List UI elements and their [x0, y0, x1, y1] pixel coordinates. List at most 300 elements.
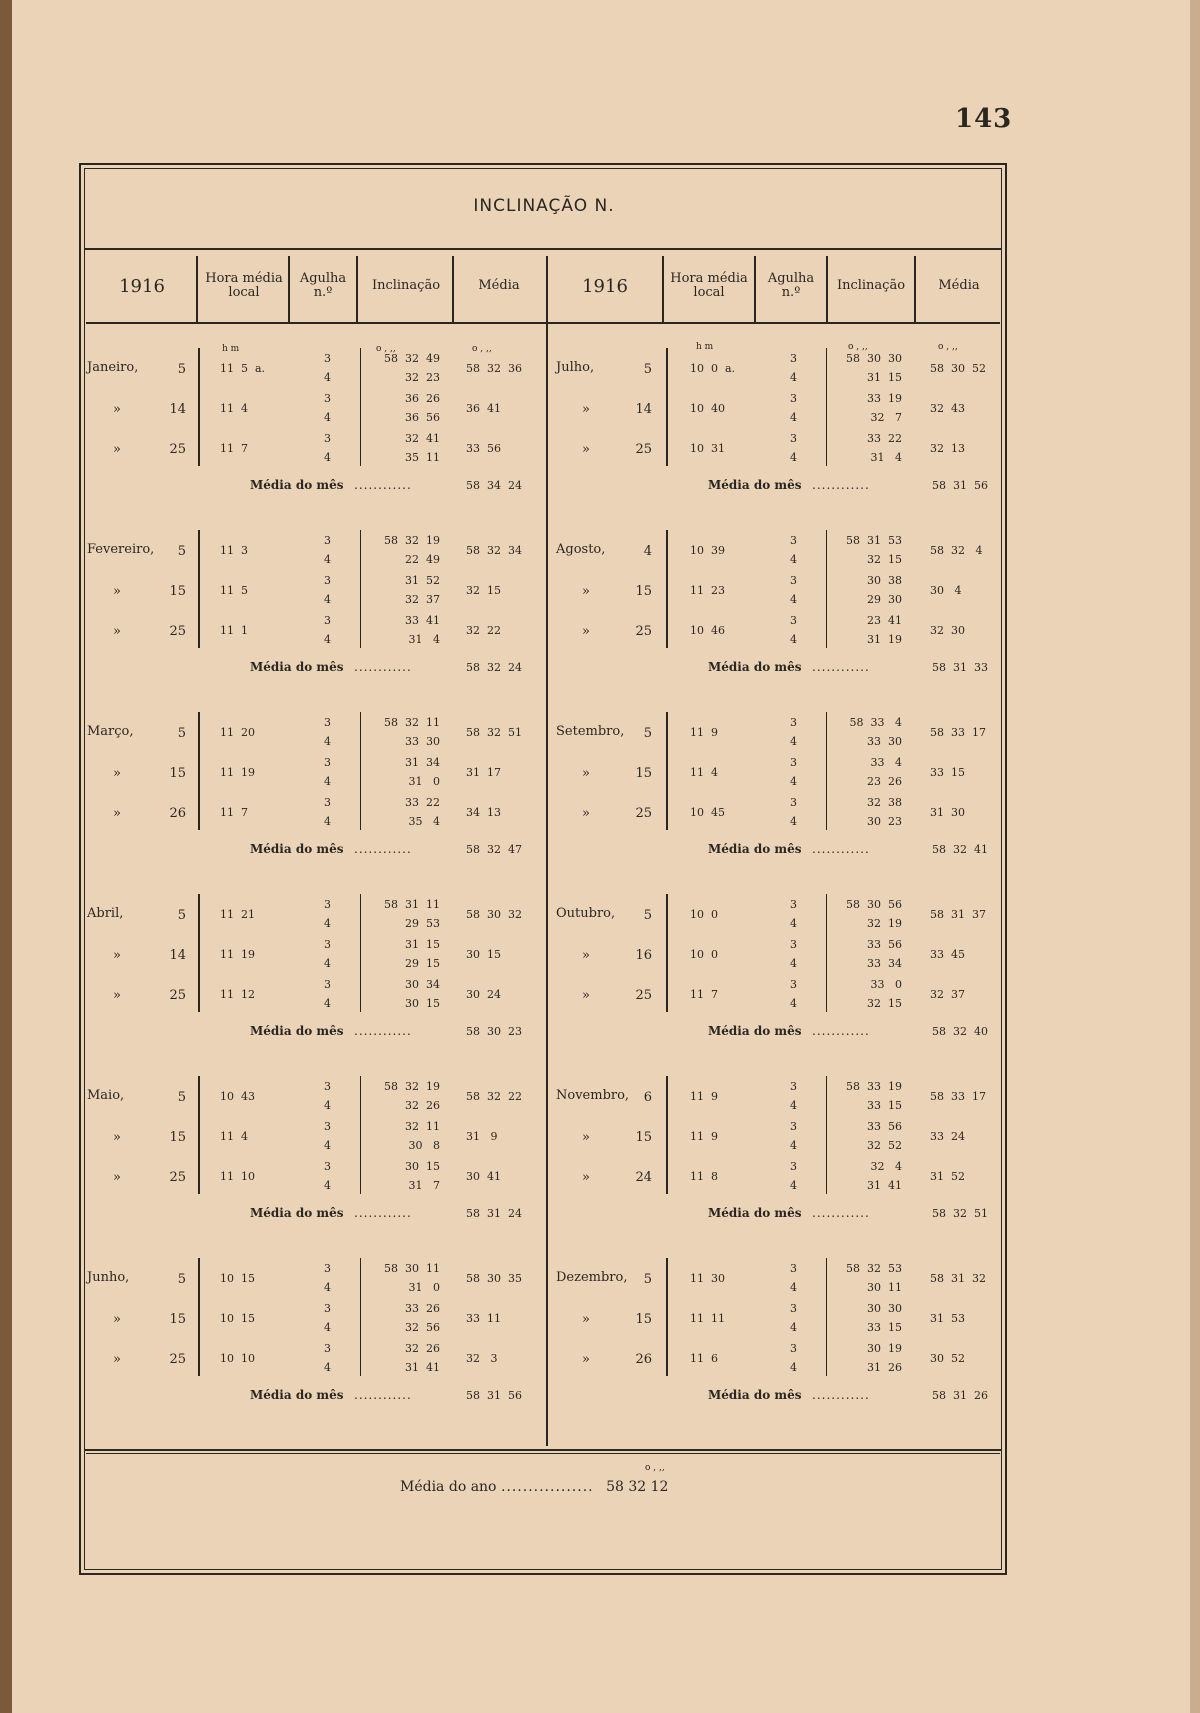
monthly-mean-value: 58 32 51 — [932, 1207, 988, 1220]
inclination-value: 33 19 — [867, 392, 902, 405]
needle-number: 3 — [324, 1262, 331, 1275]
ditto-mark: » — [582, 948, 590, 963]
monthly-mean-label: Média do mês — [250, 1024, 344, 1038]
needle-number: 4 — [324, 451, 331, 464]
local-time: 11 4 — [220, 402, 248, 415]
header-hora-left — [198, 272, 290, 300]
header-hora-right — [664, 272, 754, 300]
inclination-value: 32 11 — [405, 1120, 440, 1133]
local-time: 10 45 — [690, 806, 725, 819]
needle-number: 3 — [324, 756, 331, 769]
annual-mean-value: 58 32 12 — [606, 1479, 669, 1495]
ditto-mark: » — [113, 1352, 121, 1367]
local-time: 11 9 — [690, 1130, 718, 1143]
inclination-value: 33 56 — [867, 938, 902, 951]
local-time: 10 10 — [220, 1352, 255, 1365]
needle-number: 3 — [324, 352, 331, 365]
inclination-value: 58 32 19 — [384, 1080, 440, 1093]
monthly-mean-dots: ............ — [812, 478, 870, 492]
needle-number: 3 — [324, 978, 331, 991]
local-time: 11 4 — [690, 766, 718, 779]
inclination-value: 58 30 11 — [384, 1262, 440, 1275]
needle-number: 4 — [790, 1281, 797, 1294]
day-number: 5 — [177, 362, 186, 377]
inclination-value: 31 0 — [408, 1281, 440, 1294]
mean-value: 31 53 — [930, 1312, 965, 1325]
inclination-value: 32 4 — [870, 1160, 902, 1173]
monthly-mean-dots: ............ — [812, 842, 870, 856]
needle-number: 3 — [790, 938, 797, 951]
inclination-value: 33 22 — [867, 432, 902, 445]
local-time: 11 5 a. — [220, 362, 266, 375]
annual-top-rule — [84, 1449, 1002, 1451]
month-name: Outubro, — [556, 906, 616, 921]
header-agulha-line1: Agulha — [299, 271, 347, 286]
inclination-value: 58 32 19 — [384, 534, 440, 547]
needle-number: 4 — [324, 815, 331, 828]
inclination-value: 22 49 — [405, 553, 440, 566]
header-hora-line2: local — [228, 285, 260, 300]
inclination-value: 31 15 — [405, 938, 440, 951]
inclination-value: 32 19 — [867, 917, 902, 930]
mean-value: 33 11 — [466, 1312, 501, 1325]
needle-number: 4 — [790, 997, 797, 1010]
page-number: 143 — [955, 104, 1013, 134]
needle-number: 4 — [790, 371, 797, 384]
needle-number: 3 — [790, 352, 797, 365]
monthly-mean-value: 58 32 47 — [466, 843, 522, 856]
center-divider — [546, 256, 548, 1446]
inclination-value: 33 30 — [867, 735, 902, 748]
inclination-value: 32 56 — [405, 1321, 440, 1334]
mean-value: 33 24 — [930, 1130, 965, 1143]
inclination-value: 31 52 — [405, 574, 440, 587]
ditto-mark: » — [582, 402, 590, 417]
ditto-mark: » — [113, 806, 121, 821]
needle-number: 4 — [324, 735, 331, 748]
month-name: Março, — [87, 724, 134, 739]
local-time: 11 30 — [690, 1272, 725, 1285]
mean-value: 32 13 — [930, 442, 965, 455]
header-divider — [662, 256, 664, 324]
mean-value: 30 15 — [466, 948, 501, 961]
needle-number: 3 — [790, 1262, 797, 1275]
inclination-value: 33 0 — [870, 978, 902, 991]
month-time-divider — [198, 530, 200, 648]
monthly-mean-dots: ............ — [354, 842, 412, 856]
day-number: 4 — [643, 544, 652, 559]
ditto-mark: » — [113, 1312, 121, 1327]
inclination-value: 36 56 — [405, 411, 440, 424]
monthly-mean-label: Média do mês — [250, 478, 344, 492]
header-agulha-line1: Agulha — [767, 271, 815, 286]
local-time: 11 7 — [220, 442, 248, 455]
monthly-mean-dots: ............ — [812, 660, 870, 674]
ditto-mark: » — [582, 1312, 590, 1327]
needle-number: 3 — [324, 1120, 331, 1133]
needle-number: 4 — [324, 633, 331, 646]
inclination-value: 58 32 53 — [846, 1262, 902, 1275]
day-number: 5 — [177, 1272, 186, 1287]
monthly-mean-label: Média do mês — [708, 1024, 802, 1038]
monthly-mean-value: 58 31 26 — [932, 1389, 988, 1402]
month-name: Dezembro, — [556, 1270, 628, 1285]
needle-number: 4 — [324, 917, 331, 930]
local-time: 11 8 — [690, 1170, 718, 1183]
monthly-mean-value: 58 31 56 — [466, 1389, 522, 1402]
annual-mean — [400, 1479, 820, 1503]
ditto-mark: » — [113, 988, 121, 1003]
ditto-mark: » — [113, 402, 121, 417]
header-hora-line2: local — [693, 285, 725, 300]
needle-number: 3 — [324, 574, 331, 587]
month-time-divider — [666, 1076, 668, 1194]
mean-value: 58 32 22 — [466, 1090, 522, 1103]
ditto-mark: » — [582, 766, 590, 781]
ditto-mark: » — [582, 806, 590, 821]
inclination-value: 33 30 — [405, 735, 440, 748]
monthly-mean-label: Média do mês — [708, 1206, 802, 1220]
local-time: 10 0 — [690, 948, 718, 961]
ditto-mark: » — [582, 988, 590, 1003]
monthly-mean-label: Média do mês — [250, 1388, 344, 1402]
needle-number: 3 — [790, 574, 797, 587]
mean-value: 58 32 34 — [466, 544, 522, 557]
needle-number: 3 — [790, 392, 797, 405]
month-name: Janeiro, — [87, 360, 139, 375]
needle-number: 3 — [324, 534, 331, 547]
needle-number: 4 — [790, 957, 797, 970]
day-number: 15 — [169, 1312, 186, 1327]
needle-number: 3 — [324, 432, 331, 445]
mean-value: 58 32 36 — [466, 362, 522, 375]
month-time-divider — [666, 1258, 668, 1376]
mean-value: 58 33 17 — [930, 1090, 986, 1103]
units-angle-incl-left: o , ,, — [376, 344, 396, 354]
day-number: 25 — [169, 988, 186, 1003]
mean-value: 30 52 — [930, 1352, 965, 1365]
ditto-mark: » — [582, 1170, 590, 1185]
needle-number: 3 — [790, 432, 797, 445]
header-inclinacao-right: Inclinação — [836, 278, 906, 293]
local-time: 11 12 — [220, 988, 255, 1001]
local-time: 10 15 — [220, 1272, 255, 1285]
units-hm-left: h m — [222, 344, 240, 354]
month-name: Fevereiro, — [87, 542, 155, 557]
inclination-value: 35 11 — [405, 451, 440, 464]
inclination-value: 32 26 — [405, 1342, 440, 1355]
mean-value: 34 13 — [466, 806, 501, 819]
mean-value: 58 32 51 — [466, 726, 522, 739]
header-divider — [288, 256, 290, 324]
needle-number: 4 — [324, 775, 331, 788]
mean-value: 32 37 — [930, 988, 965, 1001]
inclination-value: 58 31 53 — [846, 534, 902, 547]
ditto-mark: » — [113, 766, 121, 781]
header-divider — [356, 256, 358, 324]
monthly-mean-value: 58 31 56 — [932, 479, 988, 492]
needle-number: 3 — [324, 1080, 331, 1093]
month-name: Julho, — [556, 360, 595, 375]
local-time: 11 3 — [220, 544, 248, 557]
day-number: 26 — [635, 1352, 652, 1367]
inclination-value: 31 19 — [867, 633, 902, 646]
monthly-mean-dots: ............ — [812, 1388, 870, 1402]
needle-number: 4 — [790, 593, 797, 606]
annual-units: o , ,, — [645, 1463, 665, 1473]
day-number: 25 — [169, 442, 186, 457]
monthly-mean-value: 58 34 24 — [466, 479, 522, 492]
needle-number: 3 — [790, 1160, 797, 1173]
header-media-left: Média — [478, 278, 520, 293]
monthly-mean-label: Média do mês — [708, 1388, 802, 1402]
inclination-value: 30 19 — [867, 1342, 902, 1355]
mean-value: 31 30 — [930, 806, 965, 819]
day-number: 5 — [643, 726, 652, 741]
local-time: 10 39 — [690, 544, 725, 557]
needle-number: 3 — [790, 1342, 797, 1355]
mean-value: 36 41 — [466, 402, 501, 415]
inclination-value: 58 32 49 — [384, 352, 440, 365]
mean-value: 32 3 — [466, 1352, 498, 1365]
month-name: Novembro, — [556, 1088, 630, 1103]
mean-value: 58 30 52 — [930, 362, 986, 375]
needle-number: 3 — [324, 898, 331, 911]
header-year-right: 1916 — [582, 276, 628, 297]
ditto-mark: » — [582, 442, 590, 457]
header-bottom-rule — [86, 322, 1000, 324]
inclination-value: 30 38 — [867, 574, 902, 587]
day-number: 24 — [635, 1170, 652, 1185]
local-time: 11 9 — [690, 1090, 718, 1103]
mean-value: 31 17 — [466, 766, 501, 779]
needle-number: 3 — [324, 392, 331, 405]
needle-number: 4 — [790, 1139, 797, 1152]
ditto-mark: » — [113, 584, 121, 599]
day-number: 5 — [643, 908, 652, 923]
inclination-value: 32 26 — [405, 1099, 440, 1112]
needle-number: 3 — [790, 716, 797, 729]
needle-number: 3 — [790, 796, 797, 809]
inclination-value: 33 56 — [867, 1120, 902, 1133]
mean-value: 31 52 — [930, 1170, 965, 1183]
header-divider — [826, 256, 828, 324]
inclination-value: 33 4 — [870, 756, 902, 769]
day-number: 25 — [635, 442, 652, 457]
mean-value: 30 4 — [930, 584, 962, 597]
local-time: 10 43 — [220, 1090, 255, 1103]
table-title: INCLINAÇÃO N. — [473, 196, 615, 216]
local-time: 11 19 — [220, 766, 255, 779]
day-number: 15 — [635, 766, 652, 781]
month-name: Maio, — [87, 1088, 125, 1103]
month-time-divider — [666, 712, 668, 830]
inclination-value: 33 15 — [867, 1321, 902, 1334]
needle-number: 4 — [790, 411, 797, 424]
local-time: 11 9 — [690, 726, 718, 739]
inclination-value: 30 15 — [405, 1160, 440, 1173]
monthly-mean-label: Média do mês — [708, 842, 802, 856]
ditto-mark: » — [113, 442, 121, 457]
mean-value: 58 31 32 — [930, 1272, 986, 1285]
mean-value: 31 9 — [466, 1130, 498, 1143]
day-number: 5 — [177, 544, 186, 559]
needle-number: 4 — [324, 371, 331, 384]
mean-value: 33 15 — [930, 766, 965, 779]
inclination-value: 29 15 — [405, 957, 440, 970]
day-number: 5 — [643, 362, 652, 377]
month-name: Junho, — [87, 1270, 130, 1285]
needle-number: 3 — [790, 1302, 797, 1315]
inclination-value: 33 41 — [405, 614, 440, 627]
mean-value: 58 33 17 — [930, 726, 986, 739]
day-number: 25 — [635, 988, 652, 1003]
needle-number: 4 — [790, 1321, 797, 1334]
inclination-value: 29 30 — [867, 593, 902, 606]
month-time-divider — [198, 348, 200, 466]
monthly-mean-dots: ............ — [354, 1206, 412, 1220]
monthly-mean-dots: ............ — [812, 1206, 870, 1220]
header-divider — [914, 256, 916, 324]
inclination-value: 32 15 — [867, 997, 902, 1010]
inclination-value: 58 33 19 — [846, 1080, 902, 1093]
inclination-value: 32 37 — [405, 593, 440, 606]
local-time: 11 20 — [220, 726, 255, 739]
monthly-mean-label: Média do mês — [708, 660, 802, 674]
needle-number: 4 — [324, 411, 331, 424]
inclination-value: 32 41 — [405, 432, 440, 445]
ditto-mark: » — [582, 584, 590, 599]
monthly-mean-label: Média do mês — [250, 842, 344, 856]
header-agulha-right — [756, 272, 826, 300]
local-time: 11 7 — [690, 988, 718, 1001]
header-media-right: Média — [938, 278, 980, 293]
units-hm-right: h m — [696, 342, 714, 352]
inclination-value: 33 26 — [405, 1302, 440, 1315]
local-time: 11 23 — [690, 584, 725, 597]
day-number: 26 — [169, 806, 186, 821]
monthly-mean-label: Média do mês — [250, 660, 344, 674]
day-number: 25 — [169, 1352, 186, 1367]
header-hora-line1: Hora média — [670, 271, 748, 286]
mean-value: 30 24 — [466, 988, 501, 1001]
local-time: 10 31 — [690, 442, 725, 455]
ditto-mark: » — [113, 624, 121, 639]
day-number: 25 — [635, 806, 652, 821]
needle-number: 3 — [790, 1080, 797, 1093]
inclination-value: 35 4 — [408, 815, 440, 828]
mean-value: 58 32 4 — [930, 544, 983, 557]
day-number: 6 — [643, 1090, 652, 1105]
needle-number: 4 — [790, 553, 797, 566]
inclination-value: 31 34 — [405, 756, 440, 769]
inclination-value: 32 7 — [870, 411, 902, 424]
inclination-value: 30 23 — [867, 815, 902, 828]
inclination-value: 31 4 — [870, 451, 902, 464]
local-time: 10 0 — [690, 908, 718, 921]
inclination-value: 32 23 — [405, 371, 440, 384]
local-time: 11 1 — [220, 624, 248, 637]
day-number: 15 — [169, 1130, 186, 1145]
inclination-value: 32 38 — [867, 796, 902, 809]
page-edge — [1190, 0, 1200, 1713]
needle-number: 3 — [324, 1302, 331, 1315]
mean-value: 30 41 — [466, 1170, 501, 1183]
local-time: 11 5 — [220, 584, 248, 597]
inclination-value: 31 41 — [867, 1179, 902, 1192]
day-number: 14 — [169, 402, 186, 417]
header-agulha-line2: n.º — [313, 285, 333, 300]
month-time-divider — [198, 894, 200, 1012]
needle-number: 4 — [790, 633, 797, 646]
day-number: 5 — [177, 726, 186, 741]
day-number: 15 — [635, 1130, 652, 1145]
day-number: 5 — [177, 908, 186, 923]
header-agulha-left — [290, 272, 356, 300]
inclination-value: 31 0 — [408, 775, 440, 788]
header-divider — [196, 256, 198, 324]
monthly-mean-label: Média do mês — [250, 1206, 344, 1220]
needle-number: 4 — [324, 1281, 331, 1294]
inclination-value: 31 15 — [867, 371, 902, 384]
mean-value: 58 30 32 — [466, 908, 522, 921]
monthly-mean-value: 58 32 40 — [932, 1025, 988, 1038]
book-spine — [0, 0, 12, 1713]
units-angle-media-right: o , ,, — [938, 342, 958, 352]
day-number: 14 — [635, 402, 652, 417]
month-time-divider — [198, 1076, 200, 1194]
inclination-value: 32 15 — [867, 553, 902, 566]
inclination-value: 31 4 — [408, 633, 440, 646]
local-time: 11 10 — [220, 1170, 255, 1183]
inclination-value: 32 52 — [867, 1139, 902, 1152]
local-time: 11 19 — [220, 948, 255, 961]
mean-value: 33 56 — [466, 442, 501, 455]
header-hora-line1: Hora média — [205, 271, 283, 286]
monthly-mean-value: 58 32 41 — [932, 843, 988, 856]
needle-number: 4 — [790, 1179, 797, 1192]
monthly-mean-dots: ............ — [812, 1024, 870, 1038]
month-time-divider — [666, 348, 668, 466]
month-time-divider — [198, 712, 200, 830]
needle-number: 4 — [324, 1099, 331, 1112]
day-number: 15 — [635, 584, 652, 599]
mean-value: 32 43 — [930, 402, 965, 415]
header-agulha-line2: n.º — [781, 285, 801, 300]
inclination-value: 58 30 30 — [846, 352, 902, 365]
header-inclinacao-left: Inclinação — [371, 278, 441, 293]
needle-number: 4 — [324, 1361, 331, 1374]
inclination-value: 31 26 — [867, 1361, 902, 1374]
mean-value: 58 31 37 — [930, 908, 986, 921]
units-angle-incl-right: o , ,, — [848, 342, 868, 352]
needle-number: 3 — [790, 898, 797, 911]
day-number: 25 — [169, 624, 186, 639]
needle-number: 3 — [790, 978, 797, 991]
day-number: 25 — [169, 1170, 186, 1185]
needle-number: 4 — [790, 451, 797, 464]
day-number: 15 — [169, 766, 186, 781]
needle-number: 3 — [790, 1120, 797, 1133]
inclination-value: 36 26 — [405, 392, 440, 405]
needle-number: 4 — [790, 917, 797, 930]
monthly-mean-value: 58 30 23 — [466, 1025, 522, 1038]
header-year-left: 1916 — [119, 276, 165, 297]
monthly-mean-dots: ............ — [354, 1024, 412, 1038]
inclination-value: 30 34 — [405, 978, 440, 991]
day-number: 5 — [643, 1272, 652, 1287]
inclination-value: 31 41 — [405, 1361, 440, 1374]
